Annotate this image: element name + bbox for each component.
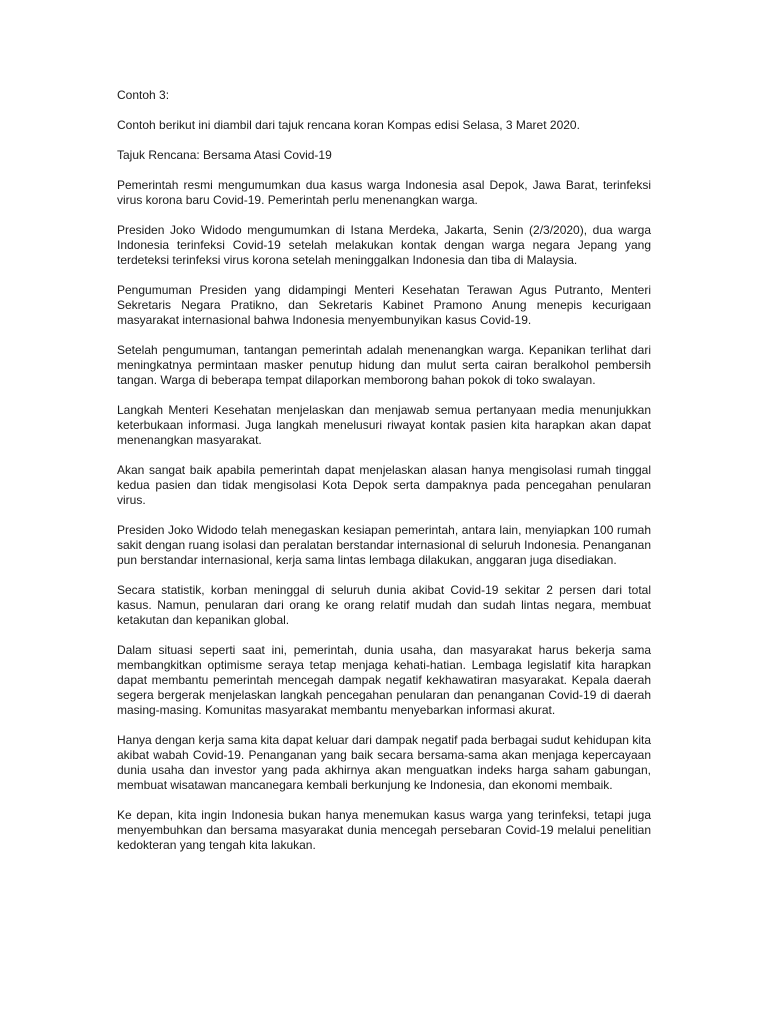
paragraph-10: Hanya dengan kerja sama kita dapat keluar dari dampak negatif pada berbagai sudut kehidupan kita akibat wabah Covid-19. Penanganan yang baik secara bersama-sama akan menjaga kepercayaan dunia usaha dan investor yang pada akhirnya akan menguatkan indeks harga saham gabungan, membuat wisatawan mancanegara kembali berkunjung ke Indonesia, dan ekonomi membaik.: [117, 733, 651, 792]
paragraph-1: Pemerintah resmi mengumumkan dua kasus warga Indonesia asal Depok, Jawa Barat, terinfeksi virus korona baru Covid-19. Pemerintah perlu menenangkan warga.: [117, 178, 651, 207]
paragraph-9: Dalam situasi seperti saat ini, pemerintah, dunia usaha, dan masyarakat harus bekerja sama membangkitkan optimisme seraya tetap menjaga kehati-hatian. Lembaga legislatif kita harapkan dapat membantu pemerintah mencegah dampak negatif kekhawatiran masyarakat. Kepala daerah segera bergerak menjelaskan langkah pencegahan penularan dan penanganan Covid-19 di daerah masing-masing. Komunitas masyarakat membantu menyebarkan informasi akurat.: [117, 643, 651, 717]
paragraph-3: Pengumuman Presiden yang didampingi Menteri Kesehatan Terawan Agus Putranto, Menteri Sekretaris Negara Pratikno, dan Sekretaris Kabinet Pramono Anung menepis kecurigaan masyarakat internasional bahwa Indonesia menyembunyikan kasus Covid-19.: [117, 283, 651, 327]
paragraph-11: Ke depan, kita ingin Indonesia bukan hanya menemukan kasus warga yang terinfeksi, tetapi juga menyembuhkan dan bersama masyarakat dunia mencegah persebaran Covid-19 melalui penelitian kedokteran yang tengah kita lakukan.: [117, 808, 651, 852]
paragraph-6: Akan sangat baik apabila pemerintah dapat menjelaskan alasan hanya mengisolasi rumah tinggal kedua pasien dan tidak mengisolasi Kota Depok serta dampaknya pada pencegahan penularan virus.: [117, 463, 651, 507]
document-intro: Contoh berikut ini diambil dari tajuk rencana koran Kompas edisi Selasa, 3 Maret 2020.: [117, 118, 580, 132]
paragraph-7: Presiden Joko Widodo telah menegaskan kesiapan pemerintah, antara lain, menyiapkan 100 rumah sakit dengan ruang isolasi dan peralatan berstandar internasional di seluruh Indonesia. Penanganan pun berstandar internasional, kerja sama lintas lembaga dilakukan, anggaran juga disediakan.: [117, 523, 651, 567]
paragraph-5: Langkah Menteri Kesehatan menjelaskan dan menjawab semua pertanyaan media menunjukkan keterbukaan informasi. Juga langkah menelusuri riwayat kontak pasien kita harapkan akan dapat menenangkan masyarakat.: [117, 403, 651, 447]
document-heading: Contoh 3:: [117, 88, 170, 102]
paragraph-8: Secara statistik, korban meninggal di seluruh dunia akibat Covid-19 sekitar 2 persen dari total kasus. Namun, penularan dari orang ke orang relatif mudah dan sudah lintas negara, membuat ketakutan dan kepanikan global.: [117, 583, 651, 627]
editorial-title: Tajuk Rencana: Bersama Atasi Covid-19: [117, 148, 332, 162]
paragraph-2: Presiden Joko Widodo mengumumkan di Istana Merdeka, Jakarta, Senin (2/3/2020), dua warga Indonesia terinfeksi Covid-19 setelah melakukan kontak dengan warga negara Jepang yang terdeteksi terinfeksi virus korona setelah meninggalkan Indonesia dan tiba di Malaysia.: [117, 223, 651, 267]
paragraph-4: Setelah pengumuman, tantangan pemerintah adalah menenangkan warga. Kepanikan terlihat dari meningkatnya permintaan masker penutup hidung dan mulut serta cairan beralkohol pembersih tangan. Warga di beberapa tempat dilaporkan memborong bahan pokok di toko swalayan.: [117, 343, 651, 387]
